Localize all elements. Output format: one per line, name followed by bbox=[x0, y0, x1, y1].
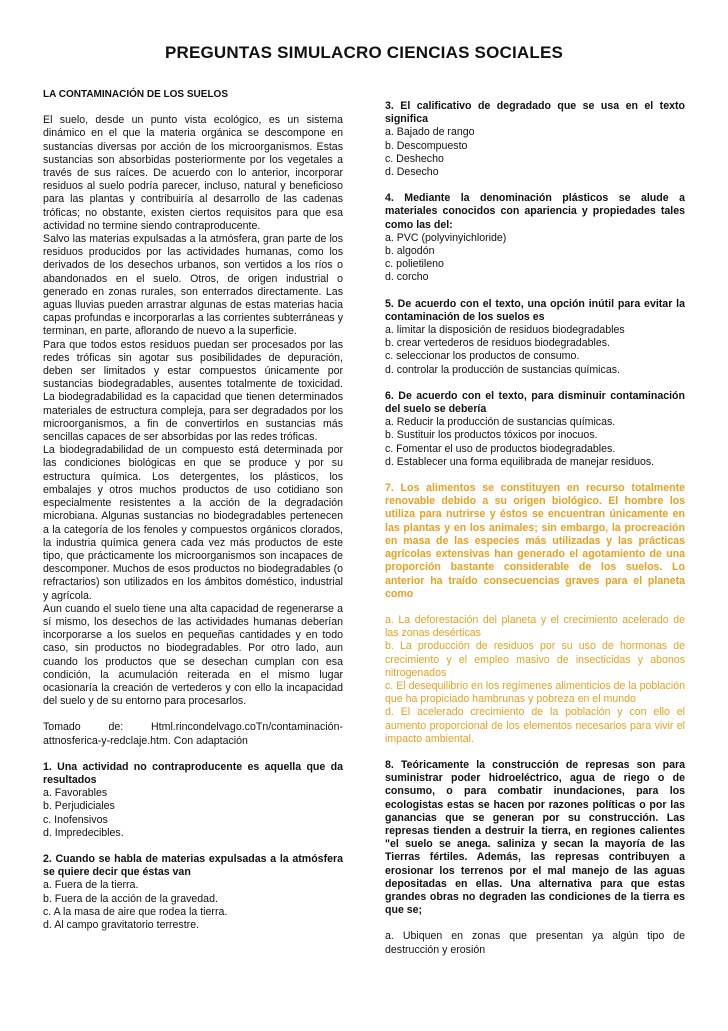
paragraph-5: Aun cuando el suelo tiene una alta capacidad de regenerarse a sí mismo, los desechos de las actividades humanas deberían incorporarse a los suelos en pequeñas cantidades y en todo caso, sin productos no biodegradables. Por otro lado, aun cuando los productos que se desechan cumplan con esa condición, la acumulación reiterada en el mismo lugar ocasionaría la creación de vertederos y con ello la incapacidad del suelo y de su entorno para procesarlos. bbox=[43, 602, 343, 708]
question-6-title: 6. De acuerdo con el texto, para disminuir contaminación del suelo se debería bbox=[385, 389, 685, 416]
question-1-option-c: c. Inofensivos bbox=[43, 813, 108, 826]
question-4-option-a: a. PVC (polyvinyichloride) bbox=[385, 231, 507, 244]
question-4-title: 4. Mediante la denominación plásticos se alude a materiales conocidos con apariencia y propiedades tales como las del: bbox=[385, 192, 685, 231]
question-2-title: 2. Cuando se habla de materias expulsadas a la atmósfera se quiere decir que éstas van bbox=[43, 852, 343, 879]
question-2-option-b: b. Fuera de la acción de la gravedad. bbox=[43, 892, 218, 905]
question-7-title: 7. Los alimentos se constituyen en recurso totalmente renovable debido a su origen biológico. El hombre los utiliza para nutrirse y éstos se encuentran únicamente en las plantas y en los animales; sin embargo, la procreación en masa de las especies más utilizadas y las prácticas agrícolas extensivas han generado el agotamiento de una proporción bastante considerable de los suelos. Lo anterior ha traído consecuencias graves para el planeta como bbox=[385, 482, 685, 600]
question-6-option-d: d. Establecer una forma equilibrada de manejar residuos. bbox=[385, 455, 655, 468]
question-3-title: 3. El calificativo de degradado que se usa en el texto significa bbox=[385, 100, 685, 126]
question-6-option-c: c. Fomentar el uso de productos biodegradables. bbox=[385, 442, 616, 455]
question-3-option-c: c. Deshecho bbox=[385, 152, 444, 165]
document-title: PREGUNTAS SIMULACRO CIENCIAS SOCIALES bbox=[164, 43, 564, 62]
question-3-option-a: a. Bajado de rango bbox=[385, 126, 475, 139]
paragraph-1: El suelo, desde un punto vista ecológico, es un sistema dinámico en el que la materia orgánica se descompone en sustancias diversas por acción de los microorganismos. Estas sustancias son absorbidas posteriormente por los vegetales a través de sus raíces. De acuerdo con lo anterior, incorporar residuos al suelo podría parecer, incluso, natural y beneficioso para las plantas y contribuiría al desarrollo de las cadenas tróficas; no obstante, existen ciertos requisitos para que esa actividad no termine siendo contraproducente. bbox=[43, 114, 343, 232]
question-5-title: 5. De acuerdo con el texto, una opción inútil para evitar la contaminación de los suelos es bbox=[385, 297, 685, 323]
question-1 bbox=[43, 761, 343, 840]
question-3 bbox=[385, 100, 685, 179]
question-6-option-b: b. Sustituir los productos tóxicos por inocuos. bbox=[385, 429, 598, 442]
question-3-option-b: b. Descompuesto bbox=[385, 139, 468, 152]
question-6 bbox=[385, 390, 685, 469]
question-5-option-a: a. limitar la disposición de residuos biodegradables bbox=[385, 324, 625, 337]
question-1-option-a: a. Favorables bbox=[43, 787, 108, 800]
question-7 bbox=[385, 482, 685, 746]
question-7-option-a: a. La deforestación del planeta y el crecimiento acelerado de las zonas desérticas bbox=[385, 613, 685, 640]
question-4-option-b: b. algodón bbox=[385, 245, 435, 258]
question-8 bbox=[385, 759, 685, 957]
question-8-title: 8. Teóricamente la construcción de represas son para suministrar poder hidroeléctrico, agua de riego o de consumo, o para combatir inundaciones, para los ecologistas estas se hacen por razones políticas o por las ganancias que se generan por su construcción. Las represas tienden a destruir la tierra, en regiones calientes "el suelo se anega. saliniza y secan la mayoría de las Tierras fértiles. Además, las represas contribuyen a erosionar los terrenos por el mal manejo de las aguas depositadas en ellas. Una alternativa para que estas grandes obras no degraden las condiciones de la tierra es que se; bbox=[385, 758, 685, 917]
question-6-option-a: a. Reducir la producción de sustancias químicas. bbox=[385, 416, 616, 429]
question-5-option-c: c. seleccionar los productos de consumo. bbox=[385, 350, 580, 363]
source-citation: Tomado de: Html.rincondelvago.coTn/contaminación-attnosferica-y-redclaje.htm. Con adaptación bbox=[43, 721, 343, 747]
left-column bbox=[43, 88, 343, 932]
paragraph-4: La biodegradabilidad de un compuesto está determinada por las condiciones biológicas en que se produce y por su estructura química. Los detergentes, los plásticos, los embalajes y otros muchos productos de uso cotidiano son especialmente resistentes a la acción de la degradación microbiana. Algunas sustancias no biodegradables pertenecen a la categoría de los fenoles y compuestos orgánicos clorados, la industria química genera cada vez más productos de este tipo, que prácticamente los microorganismos son incapaces de descomponer. Muchos de esos productos no biodegradables (o refractarios) son utilizados en los ámbitos doméstico, industrial y agrícola. bbox=[43, 444, 343, 602]
question-7-option-d: d. El acelerado crecimiento de la población y con ello el aumento proporcional de los elementos necesarios para vivir el impacto ambiental. bbox=[385, 706, 685, 745]
question-1-option-b: b. Perjudiciales bbox=[43, 800, 115, 813]
question-8-option-a: a. Ubiquen en zonas que presentan ya algún tipo de destrucción y erosión bbox=[385, 930, 685, 956]
question-4-option-c: c. polietileno bbox=[385, 258, 444, 271]
question-4 bbox=[385, 192, 685, 284]
question-5-option-b: b. crear vertederos de residuos biodegradables. bbox=[385, 337, 610, 350]
right-column bbox=[385, 100, 685, 957]
question-7-option-c: c. El desequilibrio en los regímenes alimenticios de la población que ha propiciado hambrunas y pobreza en el mundo bbox=[385, 679, 685, 706]
question-7-option-b: b. La producción de residuos por su uso de hormonas de crecimiento y el empleo masivo de insecticidas y abonos nitrogenados bbox=[385, 640, 685, 679]
question-2-option-a: a. Fuera de la tierra. bbox=[43, 879, 139, 892]
question-2-option-d: d. Al campo gravitatorio terrestre. bbox=[43, 918, 200, 931]
section-title: LA CONTAMINACIÓN DE LOS SUELOS bbox=[43, 89, 228, 100]
question-2 bbox=[43, 853, 343, 932]
question-3-option-d: d. Desecho bbox=[385, 166, 439, 179]
paragraph-3: Para que todos estos residuos puedan ser procesados por las redes tróficas sin agotar sus posibilidades de depuración, deben ser limitados y estar compuestos únicamente por sustancias biodegradables, ausentes totalmente de toxicidad. La biodegradabilidad es la capacidad que tienen determinados materiales de estructura compleja, para ser degradados por los microorganismos, a fin de convertirlos en sustancias más sencillas capaces de ser absorbidas por las redes tróficas. bbox=[43, 338, 343, 444]
question-1-title: 1. Una actividad no contraproducente es aquella que da resultados bbox=[43, 760, 343, 786]
paragraph-2: Salvo las materias expulsadas a la atmósfera, gran parte de los residuos producidos por las actividades humanas, como los derivados de los desechos urbanos, son vertidos a los ríos o abandonados en el suelo. Otros, de origen industrial o generado en zonas rurales, son enterrados directamente. Las aguas lluvias pueden arrastrar algunas de estas materias hacia capas profundas e incorporarlas a las corrientes subterráneas y terminan, en parte, aflorando de nuevo a la superficie. bbox=[43, 233, 343, 338]
question-2-option-c: c. A la masa de aire que rodea la tierra. bbox=[43, 905, 228, 918]
question-1-option-d: d. Impredecibles. bbox=[43, 826, 124, 839]
question-5 bbox=[385, 298, 685, 377]
question-5-option-d: d. controlar la producción de sustancias químicas. bbox=[385, 363, 620, 376]
question-4-option-d: d. corcho bbox=[385, 271, 429, 284]
